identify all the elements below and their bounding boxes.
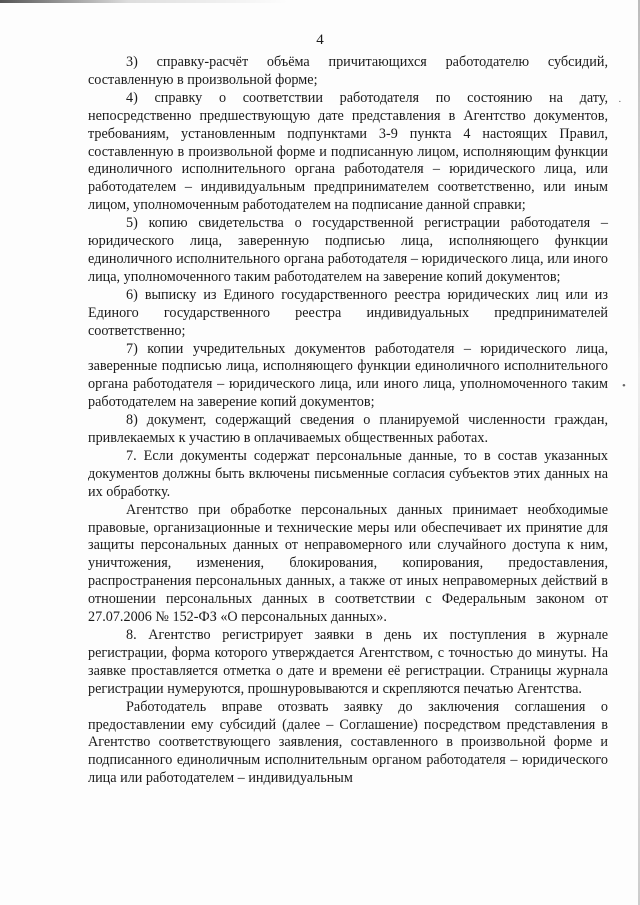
paragraph-clause-7: 7. Если документы содержат персональные данные, то в состав указанных документов должны быть включены письменные согласия субъектов этих данных на их обработку. [88, 447, 608, 500]
document-body [88, 54, 608, 788]
paragraph-clause-8: 8. Агентство регистрирует заявки в день их поступления в журнале регистрации, форма которого утверждается Агентством, с точностью до минуты. На заявке проставляется отметка о дате и времени её регистрации. Страницы журнала регистрации нумеруются, прошнуровываются и скрепляются печатью Агентства. [88, 627, 608, 697]
paragraph-item-3: 3) справку-расчёт объёма причитающихся работодателю субсидий, составленную в произвольной форме; [88, 54, 608, 88]
scan-speck-mark: · [618, 96, 622, 108]
paragraph-item-4: 4) справку о соответствии работодателя по состоянию на дату, непосредственно предшествующую дате представления в Агентство документов, требованиям, установленным подпунктами 3-9 пункта 4 настоящих Правил, составленную в произвольной форме и подписанную лицом, исполняющим функции единоличного исполнительного органа работодателя – юридического лица, или работодателем – индивидуальным предпринимателем соответственно, или иным лицом, уполномоченным работодателем на подписание данной справки; [88, 89, 608, 214]
paragraph-item-5: 5) копию свидетельства о государственной регистрации работодателя – юридического лица, заверенную подписью лица, исполняющего функции единоличного исполнительного органа работодателя – юридического лица, или иного лица, уполномоченного таким работодателем на заверение копий документов; [88, 215, 608, 285]
paragraph-item-8: 8) документ, содержащий сведения о планируемой численности граждан, привлекаемых к участию в оплачиваемых общественных работах. [88, 412, 608, 447]
paragraph-item-6: 6) выписку из Единого государственного реестра юридических лиц или из Единого государственного реестра индивидуальных предпринимателей соответственно; [88, 286, 608, 339]
paragraph-withdrawal: Работодатель вправе отозвать заявку до заключения соглашения о предоставлении ему субсидий (далее – Соглашение) посредством представления в Агентство соответствующего заявления, составленного в произвольной форме и подписанного единоличным исполнительным органом работодателя – юридического лица или работодателем – индивидуальным [88, 698, 608, 787]
page-number: 4 [316, 32, 324, 48]
scan-edge-top [0, 0, 640, 3]
paragraph-personal-data: Агентство при обработке персональных данных принимает необходимые правовые, организационные и технические меры или обеспечивает их принятие для защиты персональных данных от неправомерного или случайного доступа к ним, уничтожения, изменения, блокирования, копирования, предоставления, распространения персональных данных, а также от иных неправомерных действий в отношении персональных данных в соответствии с Федеральным законом от 27.07.2006 № 152-ФЗ «О персональных данных». [88, 501, 608, 626]
paragraph-item-7: 7) копии учредительных документов работодателя – юридического лица, заверенные подписью лица, исполняющего функции единоличного исполнительного органа работодателя – юридического лица, или иного лица, уполномоченного таким работодателем на заверение копий документов; [88, 340, 608, 411]
scan-speck-mark: • [622, 380, 626, 392]
